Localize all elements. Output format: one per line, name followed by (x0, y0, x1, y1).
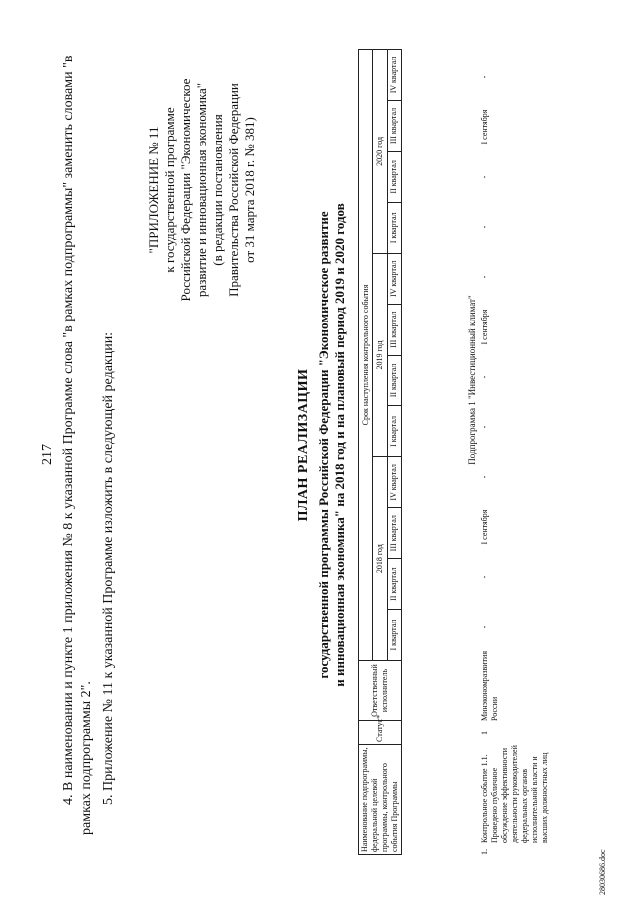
file-name-footer: 28030686.doc (598, 849, 607, 895)
annex-line: "ПРИЛОЖЕНИЕ № 11 (146, 126, 161, 254)
subprogram-heading: Подпрограмма 1 "Инвестиционный климат" (467, 295, 477, 465)
annex-line: Правительства Российской Федерации (226, 83, 241, 297)
row-status: 1 (480, 731, 489, 735)
row-quarter-value: - (480, 425, 489, 429)
header-status: Статус* (359, 721, 402, 745)
plan-subtitle-line: и инновационная экономика" на 2018 год и на плановый период 2019 и 2020 годов (332, 203, 347, 687)
paragraph-5: 5. Приложение № 11 к указанной Программе изложить в следующей редакции: (101, 331, 116, 805)
row-quarter-value: - (480, 225, 489, 229)
row-quarter-value: - (480, 575, 489, 579)
row-quarter-value: - (480, 375, 489, 379)
header-quarter: IV квартал (387, 457, 401, 508)
header-year: 2018 год (373, 457, 387, 661)
annex-block (146, 65, 258, 315)
plan-subtitle-line: государственной программы Российской Федерации "Экономическое развитие (316, 211, 331, 679)
row-quarter-value: - (480, 475, 489, 479)
plan-table (358, 49, 402, 855)
plan-title: ПЛАН РЕАЛИЗАЦИИ (296, 368, 311, 522)
plan-subtitle (316, 85, 348, 805)
page-number: 217 (40, 444, 55, 465)
row-quarter-value: I сентября (480, 309, 489, 345)
header-quarter: III квартал (387, 304, 401, 355)
header-quarter: III квартал (387, 508, 401, 559)
annex-line: развитие и инновационная экономика" (194, 82, 209, 298)
row-number: 1. (480, 849, 489, 855)
header-quarter: II квартал (387, 559, 401, 610)
header-year: 2020 год (373, 50, 387, 254)
paragraph-4: 4. В наименовании и пункте 1 приложения № 8 к указанной Программе слова "в рамках подпрограммы" заменить словами "в рамках подпрограммы 2". (61, 55, 94, 835)
annex-line: Российской Федерации "Экономическое (178, 78, 193, 302)
row-quarter-value: - (480, 75, 489, 79)
header-quarter: II квартал (387, 355, 401, 406)
row-quarter-value: - (480, 625, 489, 629)
header-quarter: II квартал (387, 151, 401, 202)
row-quarter-value: - (480, 275, 489, 279)
row-quarter-value: I сентября (480, 509, 489, 545)
header-quarter: IV квартал (387, 253, 401, 304)
annex-line: к государственной программе (162, 107, 177, 273)
header-deadline: Срок наступления контрольного события (359, 50, 373, 661)
row-responsible: Минэкономразвития России (480, 650, 499, 721)
header-quarter: III квартал (387, 101, 401, 152)
header-responsible: Ответственный исполнитель (359, 661, 402, 721)
header-quarter: I квартал (387, 610, 401, 661)
header-quarter: IV квартал (387, 50, 401, 101)
annex-line: от 31 марта 2018 г. № 381) (242, 117, 257, 263)
header-year: 2019 год (373, 253, 387, 457)
row-quarter-value: - (480, 175, 489, 179)
header-quarter: I квартал (387, 202, 401, 253)
row-event-name: Контрольное событие 1.1. Проведено публичное обсуждение эффективности деятельности руководителей федеральных органов исполнительной власти и высших должностных лиц (480, 745, 549, 843)
annex-line: (в редакции постановления (210, 114, 225, 266)
header-quarter: I квартал (387, 406, 401, 457)
row-quarter-value: I сентября (480, 109, 489, 145)
header-name: Наименование подпрограммы, федеральной целевой программы, контрольного события Программы (359, 745, 402, 855)
